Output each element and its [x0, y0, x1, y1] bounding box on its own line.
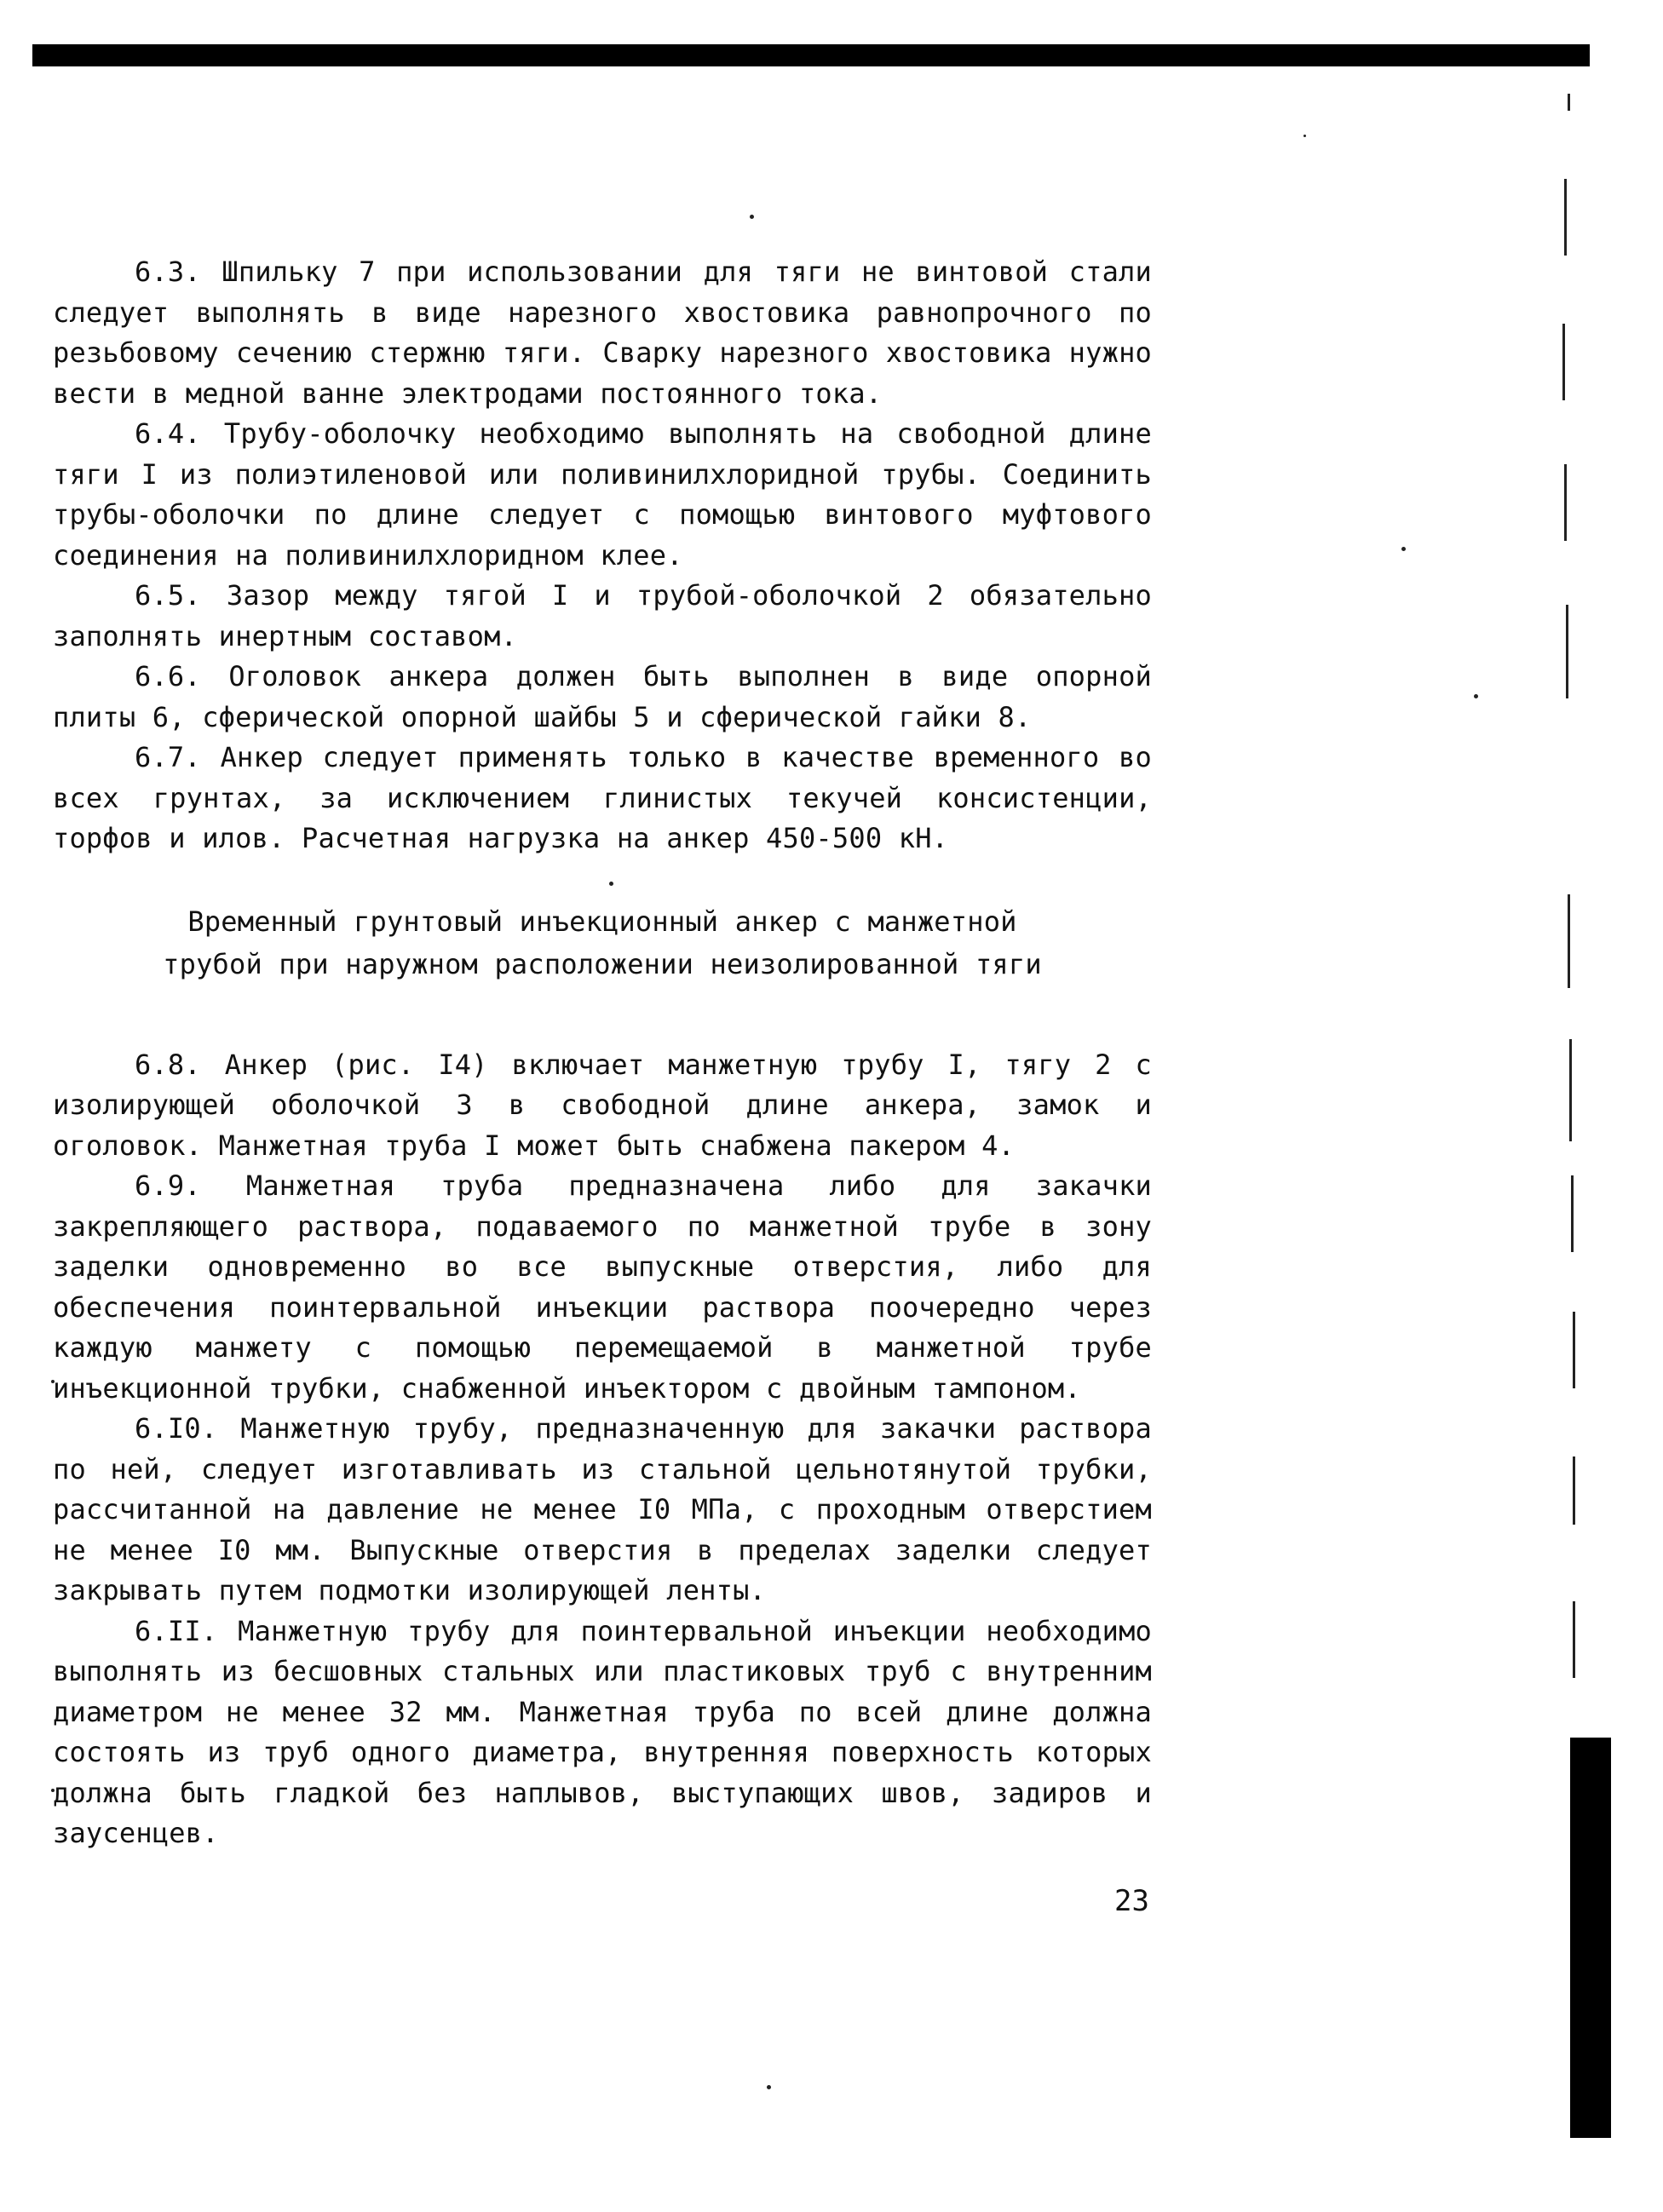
- section-heading-line-2: трубой при наружном расположении неизолированной тяги: [163, 947, 1042, 980]
- section-heading: [53, 900, 1152, 985]
- paragraph-6-4: 6.4. Трубу-оболочку необходимо выполнять на свободной длине тяги I из полиэтиленовой или поливинилхлоридной трубы. Соединить трубы-оболочки по длине следует с помощью винтового муфтового соединения на поливинилхлоридном клее.: [53, 417, 1152, 572]
- section-heading-line-1: Временный грунтовый инъекционный анкер с манжетной: [187, 905, 1017, 938]
- page-number: 23: [1114, 1884, 1149, 1918]
- scan-edge-shadow: [1570, 1738, 1611, 2138]
- document-body: [53, 252, 1152, 1854]
- paragraph-6-7: 6.7. Анкер следует применять только в качестве временного во всех грунтах, за исключением глинистых текучей консистенции, торфов и илов. Расчетная нагрузка на анкер 450-500 кН.: [53, 741, 1152, 854]
- paragraph-6-11: 6.II. Манжетную трубу для поинтервальной инъекции необходимо выполнять из бесшовных стальных или пластиковых труб с внутренним диаметром не менее 32 мм. Манжетная труба по всей длине должна состоять из труб одного диаметра, внутренняя поверхность которых должна быть гладкой без наплывов, выступающих швов, задиров и заусенцев.: [53, 1614, 1152, 1849]
- paragraph-6-5: 6.5. Зазор между тягой I и трубой-оболочкой 2 обязательно заполнять инертным составом.: [53, 579, 1152, 652]
- paragraph-6-9: 6.9. Манжетная труба предназначена либо для закачки закрепляющего раствора, подаваемого по манжетной трубе в зону заделки одновременно во все выпускные отверстия, либо для обеспечения поинтервальной инъекции раствора поочередно через каждую манжету с помощью перемещаемой в манжетной трубе инъекционной трубки, снабженной инъектором с двойным тампоном.: [53, 1169, 1152, 1405]
- paragraph-6-8: 6.8. Анкер (рис. I4) включает манжетную трубу I, тягу 2 с изолирующей оболочкой 3 в свободной длине анкера, замок и оголовок. Манжетная труба I может быть снабжена пакером 4.: [53, 1048, 1152, 1162]
- paragraph-6-10: 6.I0. Манжетную трубу, предназначенную для закачки раствора по ней, следует изготавливать из стальной цельнотянутой трубки, рассчитанной на давление не менее I0 МПа, с проходным отверстием не менее I0 мм. Выпускные отверстия в пределах заделки следует закрывать путем подмотки изолирующей ленты.: [53, 1412, 1152, 1606]
- scan-top-border: [32, 44, 1590, 66]
- paragraph-6-6: 6.6. Оголовок анкера должен быть выполнен в виде опорной плиты 6, сферической опорной шайбы 5 и сферической гайки 8.: [53, 660, 1152, 733]
- paragraph-6-3: 6.3. Шпильку 7 при использовании для тяги не винтовой стали следует выполнять в виде нарезного хвостовика равнопрочного по резьбовому сечению стержню тяги. Сварку нарезного хвостовика нужно вести в медной ванне электродами постоянного тока.: [53, 256, 1152, 410]
